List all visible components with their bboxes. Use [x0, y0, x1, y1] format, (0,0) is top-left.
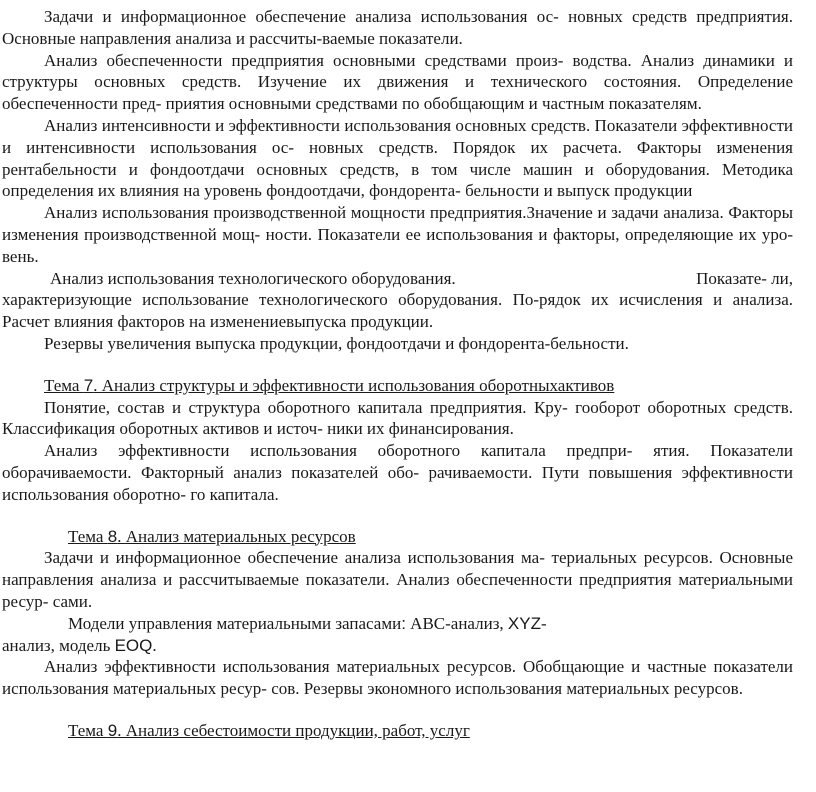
- topic-8-heading: Тема 8. Анализ материальных ресурсов: [68, 526, 356, 546]
- equipment-line-right: Показате- ли,: [696, 268, 793, 288]
- equipment-line-left: Анализ использования технологического оборудования.: [50, 268, 456, 288]
- paragraph-material-efficiency: Анализ эффективности использования материальных ресурсов. Обобщающие и частные показатели использования материальных ресур- сов. Резервы экономного использования материальных ресурсов.: [2, 657, 793, 699]
- paragraph-reserves: Резервы увеличения выпуска продукции, фондоотдачи и фондорента-бельности.: [44, 333, 629, 353]
- document-page: [2, 6, 793, 742]
- topic-7-heading: Тема 7. Анализ структуры и эффективности использования оборотныхактивов: [44, 375, 615, 395]
- spacer: [2, 355, 793, 375]
- paragraph-material-resources-tasks: Задачи и информационное обеспечение анализа использования ма- териальных ресурсов. Основные направления анализа и рассчитываемые показатели. Анализ обеспеченности предприятия материальными ресур- сами.: [2, 548, 793, 611]
- paragraph-fixed-assets-provision: Анализ обеспеченности предприятия основными средствами произ- водства. Анализ динамики и структуры основных средств. Изучение их движения и технического состояния. Определение обеспеченности пред- приятия основными средствами по обобщающим и частным показателям.: [2, 50, 793, 114]
- topic-9-heading: Тема 9. Анализ себестоимости продукции, работ, услуг: [68, 720, 470, 740]
- paragraph-equipment-rest: характеризующие использование технологического оборудования. По-рядок их исчисления и анализа. Расчет влияния факторов на изменениевыпуска продукции.: [2, 290, 793, 332]
- paragraph-inventory-models: Модели управления материальными запасами: АВС-анализ, XYZ- анализ, модель EOQ.: [2, 613, 547, 655]
- paragraph-equipment-first-line: [2, 268, 793, 290]
- paragraph-production-capacity: Анализ использования производственной мощности предприятия.Значение и задачи анализа. Факторы изменения производственной мощ- ности. Показатели ее использования и факторы, определяющие их уро- вень.: [2, 203, 793, 266]
- spacer: [2, 506, 793, 526]
- paragraph-fixed-assets-efficiency: Анализ интенсивности и эффективности использования основных средств. Показатели эффективности и интенсивности использования ос- новных средств. Порядок их расчета. Факторы изменения рентабельности и фондоотдачи основных средств, в том числе машин и оборудования. Методика определения их влияния на уровень фондоотдачи, фондорента- бельности и выпуск продукции: [2, 115, 793, 201]
- paragraph-fixed-assets-tasks: Задачи и информационное обеспечение анализа использования ос- новных средств предприятия. Основные направления анализа и рассчиты-ваемые показатели.: [2, 7, 793, 48]
- paragraph-working-capital-concept: Понятие, состав и структура оборотного капитала предприятия. Кру- гооборот оборотных средств. Классификация оборотных активов и источ- ники их финансирования.: [2, 397, 793, 439]
- paragraph-working-capital-efficiency: Анализ эффективности использования оборотного капитала предпри- ятия. Показатели оборачиваемости. Факторный анализ показателей обо- рачиваемости. Пути повышения эффективности использования оборотно- го капитала.: [2, 441, 793, 504]
- spacer: [2, 700, 793, 720]
